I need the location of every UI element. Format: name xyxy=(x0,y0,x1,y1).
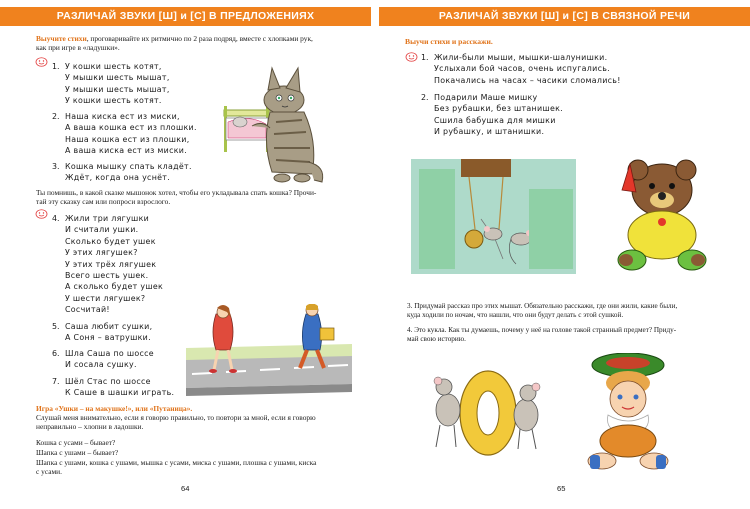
poem-number: 4. xyxy=(52,214,60,223)
poem-5 xyxy=(65,321,152,344)
right-task-title-text: Выучи стихи и расскажи. xyxy=(405,37,493,46)
poem-line: Наша кошка ест из плошки, xyxy=(65,134,190,144)
task-4 xyxy=(407,326,742,344)
game-line: с усами. xyxy=(36,467,62,477)
poem-number: 3. xyxy=(52,162,60,171)
smiley-icon xyxy=(35,57,48,67)
poem-line: Ждёт, когда она уснёт. xyxy=(65,173,171,183)
left-task-instruction xyxy=(36,34,366,52)
game-line: Шапка с ушами – бывает? xyxy=(36,447,119,457)
poem-line: И считали ушки. xyxy=(65,225,139,235)
poem-2 xyxy=(65,111,197,157)
poem-line: У мышки шесть мышат, xyxy=(65,73,170,83)
page-number: 65 xyxy=(557,484,566,493)
poem-3 xyxy=(65,161,192,184)
poem-line: И сосала сушку. xyxy=(65,360,137,370)
poem-6 xyxy=(65,348,154,371)
right-poem-1 xyxy=(434,52,621,86)
poem-line: Всего шесть ушек. xyxy=(65,271,149,281)
game-lines xyxy=(36,438,371,477)
poem-number: 1. xyxy=(421,53,429,62)
question-line: тай эту сказку сам или попроси взрослого. xyxy=(36,197,171,206)
smiley-icon xyxy=(405,52,418,62)
poem-line: Саша любит сушки, xyxy=(65,322,153,331)
poem-line: Жили-были мыши, мышки-шалунишки. xyxy=(434,53,608,62)
poem-line: Покачались на часах – часики сломались! xyxy=(434,75,621,85)
poem-line: Без рубашки, без штанишек. xyxy=(434,104,563,114)
poem-number: 1. xyxy=(52,62,60,71)
poem-line: Шла Саша по шоссе xyxy=(65,349,154,358)
left-page-banner: РАЗЛИЧАЙ ЗВУКИ [Ш] и [С] В ПРЕДЛОЖЕНИЯХ xyxy=(0,7,371,26)
poem-number: 5. xyxy=(52,322,60,331)
cat-with-mouse-illustration xyxy=(222,62,332,187)
poem-line: Шёл Стас по шоссе xyxy=(65,377,151,386)
children-on-road-illustration xyxy=(186,304,352,396)
poem-line: А сколько будет ушек xyxy=(65,282,164,292)
poem-line: У мышки шесть мышат, xyxy=(65,84,170,94)
poem-7 xyxy=(65,376,174,399)
mice-with-bagel-illustration xyxy=(428,365,548,460)
poem-line: Сшила бабушка для мишки xyxy=(434,115,556,125)
game-line: Кошка с усами – бывает? xyxy=(36,438,116,447)
poem-line: У шести лягушек? xyxy=(65,293,146,303)
page-number: 64 xyxy=(181,484,190,493)
poem-4 xyxy=(65,213,163,316)
game-text-line: Слушай меня внимательно, если я говорю правильно, то повтори за мной, если я говорю xyxy=(36,413,316,422)
poem-line: У этих трёх лягушек xyxy=(65,259,157,269)
teddy-bear-illustration xyxy=(602,150,722,275)
poem-line: Подарили Маше мишку xyxy=(434,93,538,102)
game-line: Шапка с ушами, кошка с ушами, мышка с усами, миска с ушами, плошка с ушами, киска xyxy=(36,457,317,467)
poem-number: 2. xyxy=(52,112,60,121)
game-block xyxy=(36,404,366,431)
mice-on-clock-illustration xyxy=(411,159,576,274)
smiley-icon xyxy=(35,209,48,219)
doll-with-hat-illustration xyxy=(568,353,688,473)
task-3 xyxy=(407,302,742,320)
right-page-banner: РАЗЛИЧАЙ ЗВУКИ [Ш] и [С] В СВЯЗНОЙ РЕЧИ xyxy=(379,7,750,26)
poem-line: Наша киска ест из миски, xyxy=(65,112,180,121)
task-4-line: 4. Это кукла. Как ты думаешь, почему у неё на голове такой странный предмет? Приду- xyxy=(407,326,677,334)
poem-line: У этих лягушек? xyxy=(65,248,138,258)
task-rest-1: , проговаривайте их ритмично по 2 раза подряд, вместе с хлопками рук, xyxy=(86,34,313,43)
poem-line: А ваша киска ест из миски. xyxy=(65,146,188,156)
task-rest-2: как при игре в «ладушки». xyxy=(36,43,120,52)
poem-line: Услыхали бой часов, очень испугались. xyxy=(434,64,610,74)
poem-line: И рубашку, и штанишки. xyxy=(434,127,545,137)
game-text-line: неправильно – хлопни в ладошки. xyxy=(36,422,144,431)
poem-line: Сосчитай! xyxy=(65,305,110,315)
poem-number: 6. xyxy=(52,349,60,358)
task-lead: Выучите стихи xyxy=(36,34,87,43)
poem-line: У кошки шесть котят, xyxy=(65,62,162,71)
game-title: Игра «Ушки – на макушке!», или «Путаница». xyxy=(36,404,193,413)
right-page xyxy=(375,0,750,509)
right-poem-2 xyxy=(434,92,563,138)
task-4-line: май свою историю. xyxy=(407,335,466,344)
poem-line: Кошка мышку спать кладёт. xyxy=(65,162,192,171)
poem-line: А Соня – ватрушки. xyxy=(65,333,151,343)
poem-line: Жили три лягушки xyxy=(65,214,150,223)
poem-1 xyxy=(65,61,170,107)
poem-line: А ваша кошка ест из плошки. xyxy=(65,123,197,133)
poem-line: К Саше в шашки играть. xyxy=(65,388,175,398)
poem-number: 2. xyxy=(421,93,429,102)
task-3-line: куда ходили по ночам, что нашли, что они будут делать с этой сушкой. xyxy=(407,311,624,320)
question-text xyxy=(36,188,371,206)
poem-line: Сколько будет ушек xyxy=(65,236,156,246)
poem-line: У кошки шесть котят. xyxy=(65,96,162,106)
poem-number: 7. xyxy=(52,377,60,386)
task-3-line: 3. Придумай рассказ про этих мышат. Обязательно расскажи, где они жили, какие были, xyxy=(407,302,678,310)
right-task-title xyxy=(405,37,493,46)
question-line: Ты помнишь, в какой сказке мышонок хотел, чтобы его укладывала спать кошка? Прочи- xyxy=(36,188,317,197)
